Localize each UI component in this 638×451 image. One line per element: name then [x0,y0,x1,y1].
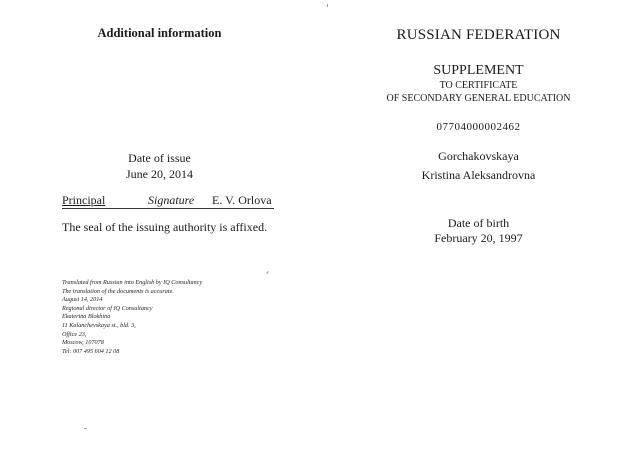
date-of-issue-label: Date of issue [128,151,191,165]
date-of-issue-value: June 20, 2014 [126,167,193,181]
translator-note-line: Office 23, [62,330,87,338]
signature-underline [62,208,274,209]
document-subtitle-1: TO CERTIFICATE [439,80,518,91]
translator-note [62,279,202,356]
translator-note-line: Translated from Russian into English by IQ Consultancy [62,279,203,286]
translator-note-line: August 14, 2014 [62,296,103,304]
translator-note-line: 11 Kalanchevskaya st., bld. 3, [62,321,136,329]
certificate-number: 07704000002462 [436,121,521,133]
date-of-birth-block [319,216,638,246]
translator-note-line: Regional director of IQ Consultancy [62,304,153,312]
translator-note-line: The translation of the documents is accurate. [62,287,174,295]
holder-surname: Gorchakovskaya [438,149,519,163]
date-of-birth-value: February 20, 1997 [434,231,523,245]
date-of-birth-label: Date of birth [447,216,510,230]
scan-speck [84,428,87,429]
principal-name: E. V. Orlova [212,193,272,207]
document-subtitle-2: OF SECONDARY GENERAL EDUCATION [386,93,571,104]
principal-signature-line [62,193,277,209]
principal-label: Principal [62,193,106,207]
document-title: SUPPLEMENT [433,63,524,78]
translator-note-line: Ekaterina Blokhina [62,313,111,321]
signature-placeholder: Signature [148,193,195,207]
seal-statement: The seal of the issuing authority is affixed. [62,220,268,234]
right-page [319,0,638,451]
scan-speck [266,271,269,274]
country-heading: RUSSIAN FEDERATION [396,27,561,43]
issue-date-block [0,150,319,182]
holder-given-names: Kristina Aleksandrovna [421,168,536,182]
translator-note-line: Moscow, 107078 [62,339,104,347]
scan-speck [327,4,328,7]
additional-information-heading: Additional information [97,26,222,40]
translator-note-line: Tel: 007 495 604 12 08 [62,347,120,355]
